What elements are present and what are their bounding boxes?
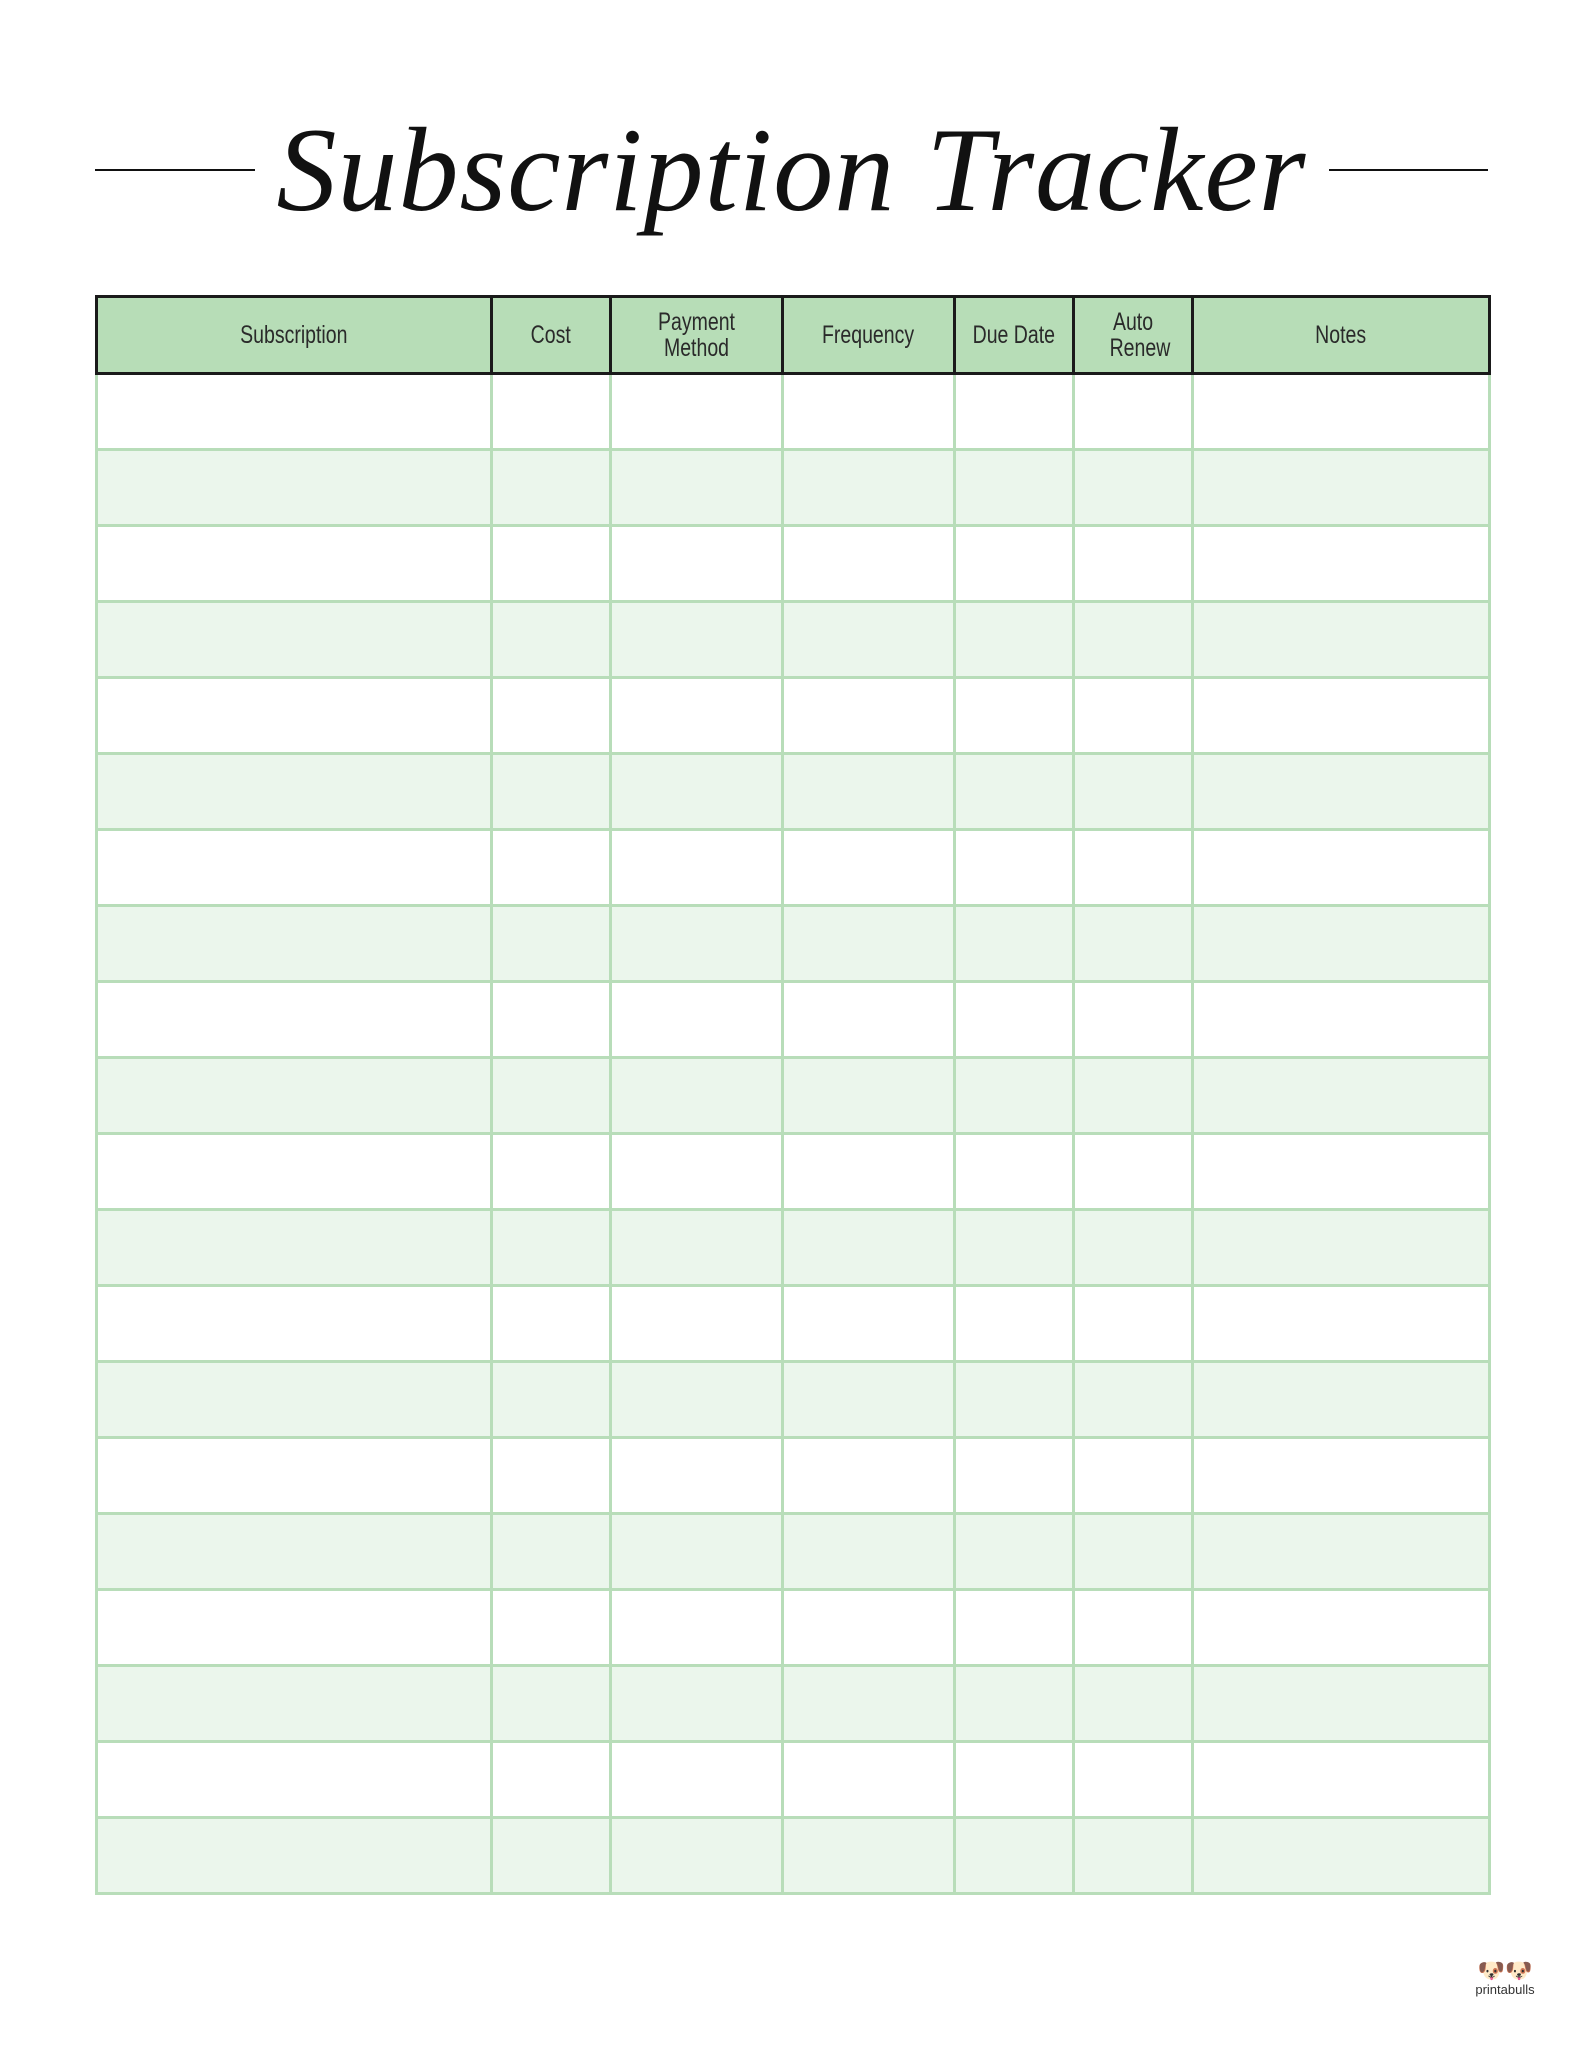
table-cell[interactable]	[611, 754, 783, 830]
table-cell[interactable]	[97, 450, 492, 526]
printabulls-logo	[1465, 1960, 1545, 1997]
col-header-subscription: Subscription	[97, 297, 492, 374]
table-cell[interactable]	[611, 1058, 783, 1134]
col-header-cost: Cost	[492, 297, 611, 374]
table-cell[interactable]	[492, 1438, 611, 1514]
table-cell[interactable]	[1074, 1058, 1193, 1134]
table-cell[interactable]	[955, 1134, 1074, 1210]
table-cell[interactable]	[611, 1438, 783, 1514]
table-cell[interactable]	[1193, 1058, 1490, 1134]
table-row	[97, 1438, 1490, 1514]
table-cell[interactable]	[1074, 1818, 1193, 1894]
table-cell[interactable]	[955, 450, 1074, 526]
table-cell[interactable]	[1074, 1286, 1193, 1362]
table-cell[interactable]	[955, 1742, 1074, 1818]
table-cell[interactable]	[1074, 1666, 1193, 1742]
table-cell[interactable]	[97, 1134, 492, 1210]
table-cell[interactable]	[97, 1438, 492, 1514]
col-header-payment-method: Payment Method	[611, 297, 783, 374]
table-cell[interactable]	[955, 678, 1074, 754]
table-cell[interactable]	[1074, 526, 1193, 602]
table-cell[interactable]	[492, 526, 611, 602]
table-cell[interactable]	[611, 1514, 783, 1590]
table-cell[interactable]	[492, 374, 611, 450]
table-cell[interactable]	[1193, 1514, 1490, 1590]
page-title: Subscription Tracker	[276, 103, 1307, 236]
tracker-table	[95, 295, 1491, 1895]
table-cell[interactable]	[611, 1818, 783, 1894]
table-cell[interactable]	[955, 1666, 1074, 1742]
table-cell[interactable]	[955, 830, 1074, 906]
table-cell[interactable]	[1193, 678, 1490, 754]
table-row	[97, 678, 1490, 754]
table-cell[interactable]	[1193, 982, 1490, 1058]
col-header-frequency: Frequency	[783, 297, 955, 374]
table-cell[interactable]	[783, 450, 955, 526]
table-cell[interactable]	[783, 1590, 955, 1666]
col-header-auto-renew: Auto Renew	[1074, 297, 1193, 374]
table-cell[interactable]	[492, 982, 611, 1058]
table-cell[interactable]	[1193, 374, 1490, 450]
table-row	[97, 1210, 1490, 1286]
table-cell[interactable]	[1193, 1286, 1490, 1362]
table-cell[interactable]	[611, 1742, 783, 1818]
table-cell[interactable]	[955, 526, 1074, 602]
table-row	[97, 1058, 1490, 1134]
table-cell[interactable]	[1074, 602, 1193, 678]
table-row	[97, 374, 1490, 450]
table-cell[interactable]	[783, 1514, 955, 1590]
table-row	[97, 602, 1490, 678]
table-cell[interactable]	[611, 1134, 783, 1210]
table-cell[interactable]	[97, 526, 492, 602]
table-cell[interactable]	[611, 1210, 783, 1286]
table-cell[interactable]	[611, 830, 783, 906]
table-row	[97, 526, 1490, 602]
table-cell[interactable]	[1074, 1514, 1193, 1590]
table-cell[interactable]	[611, 1590, 783, 1666]
table-cell[interactable]	[1074, 374, 1193, 450]
table-row	[97, 1742, 1490, 1818]
table-cell[interactable]	[955, 374, 1074, 450]
table-cell[interactable]	[783, 1742, 955, 1818]
table-row	[97, 830, 1490, 906]
logo-text: printabulls	[1475, 1982, 1535, 1997]
table-cell[interactable]	[783, 982, 955, 1058]
table-cell[interactable]	[97, 678, 492, 754]
table-cell[interactable]	[97, 1210, 492, 1286]
table-cell[interactable]	[97, 602, 492, 678]
table-cell[interactable]	[611, 1666, 783, 1742]
table-cell[interactable]	[611, 1362, 783, 1438]
table-cell[interactable]	[492, 1818, 611, 1894]
table-cell[interactable]	[783, 602, 955, 678]
table-cell[interactable]	[611, 450, 783, 526]
table-cell[interactable]	[97, 1742, 492, 1818]
table-cell[interactable]	[783, 1362, 955, 1438]
table-cell[interactable]	[955, 1818, 1074, 1894]
col-header-notes: Notes	[1193, 297, 1490, 374]
table-cell[interactable]	[611, 526, 783, 602]
title-rule-left	[95, 169, 255, 171]
table-cell[interactable]	[783, 374, 955, 450]
table-row	[97, 906, 1490, 982]
table-cell[interactable]	[97, 1666, 492, 1742]
table-cell[interactable]	[1193, 906, 1490, 982]
table-cell[interactable]	[783, 1058, 955, 1134]
table-cell[interactable]	[492, 1134, 611, 1210]
table-cell[interactable]	[1193, 1742, 1490, 1818]
table-cell[interactable]	[492, 830, 611, 906]
table-cell[interactable]	[492, 906, 611, 982]
table-cell[interactable]	[955, 906, 1074, 982]
table-cell[interactable]	[1074, 1742, 1193, 1818]
table-cell[interactable]	[611, 906, 783, 982]
table-cell[interactable]	[955, 982, 1074, 1058]
table-cell[interactable]	[492, 678, 611, 754]
table-cell[interactable]	[783, 1210, 955, 1286]
table-cell[interactable]	[97, 1362, 492, 1438]
col-header-due-date: Due Date	[955, 297, 1074, 374]
table-cell[interactable]	[492, 450, 611, 526]
table-cell[interactable]	[955, 1210, 1074, 1286]
table-cell[interactable]	[783, 1286, 955, 1362]
table-cell[interactable]	[1193, 1210, 1490, 1286]
table-cell[interactable]	[611, 1286, 783, 1362]
table-cell[interactable]	[1074, 450, 1193, 526]
table-row	[97, 1818, 1490, 1894]
table-row	[97, 1286, 1490, 1362]
table-row	[97, 1134, 1490, 1210]
dog-icon: 🐶🐶	[1477, 1958, 1533, 1983]
table-cell[interactable]	[1074, 1362, 1193, 1438]
table-cell[interactable]	[783, 754, 955, 830]
title-rule-right	[1329, 169, 1489, 171]
table-cell[interactable]	[611, 982, 783, 1058]
table-cell[interactable]	[783, 526, 955, 602]
table-cell[interactable]	[1074, 906, 1193, 982]
table-cell[interactable]	[492, 1362, 611, 1438]
table-cell[interactable]	[97, 1818, 492, 1894]
table-row	[97, 754, 1490, 830]
table-cell[interactable]	[955, 1286, 1074, 1362]
table-row	[97, 982, 1490, 1058]
table-cell[interactable]	[97, 1286, 492, 1362]
table-cell[interactable]	[783, 906, 955, 982]
table-row	[97, 450, 1490, 526]
table-row	[97, 1666, 1490, 1742]
table-cell[interactable]	[783, 830, 955, 906]
table-cell[interactable]	[1193, 1438, 1490, 1514]
table-cell[interactable]	[1193, 450, 1490, 526]
table-cell[interactable]	[1074, 754, 1193, 830]
table-cell[interactable]	[97, 1590, 492, 1666]
table-cell[interactable]	[1074, 1590, 1193, 1666]
table-cell[interactable]	[955, 1058, 1074, 1134]
table-cell[interactable]	[97, 906, 492, 982]
table-cell[interactable]	[1074, 1210, 1193, 1286]
title-area	[95, 90, 1488, 250]
table-cell[interactable]	[783, 1666, 955, 1742]
table-cell[interactable]	[783, 1134, 955, 1210]
table-cell[interactable]	[492, 602, 611, 678]
table-cell[interactable]	[955, 1590, 1074, 1666]
table-cell[interactable]	[492, 754, 611, 830]
table-cell[interactable]	[492, 1666, 611, 1742]
table-cell[interactable]	[1193, 1134, 1490, 1210]
table-cell[interactable]	[1193, 1666, 1490, 1742]
table-cell[interactable]	[492, 1286, 611, 1362]
table-cell[interactable]	[97, 1514, 492, 1590]
table-cell[interactable]	[1193, 830, 1490, 906]
table-cell[interactable]	[1074, 1134, 1193, 1210]
table-cell[interactable]	[492, 1742, 611, 1818]
table-cell[interactable]	[783, 678, 955, 754]
table-cell[interactable]	[97, 374, 492, 450]
table-cell[interactable]	[955, 1438, 1074, 1514]
table-cell[interactable]	[783, 1818, 955, 1894]
table-cell[interactable]	[97, 830, 492, 906]
table-cell[interactable]	[611, 602, 783, 678]
table-cell[interactable]	[492, 1210, 611, 1286]
table-cell[interactable]	[492, 1514, 611, 1590]
table-cell[interactable]	[1074, 678, 1193, 754]
table-cell[interactable]	[1193, 1362, 1490, 1438]
table-cell[interactable]	[611, 374, 783, 450]
table-cell[interactable]	[1193, 754, 1490, 830]
table-cell[interactable]	[955, 602, 1074, 678]
table-row	[97, 1514, 1490, 1590]
table-cell[interactable]	[97, 982, 492, 1058]
table-cell[interactable]	[955, 1362, 1074, 1438]
table-cell[interactable]	[97, 754, 492, 830]
table-row	[97, 1362, 1490, 1438]
table-cell[interactable]	[1193, 526, 1490, 602]
table-cell[interactable]	[955, 754, 1074, 830]
table-cell[interactable]	[783, 1438, 955, 1514]
table-cell[interactable]	[611, 678, 783, 754]
table-cell[interactable]	[1193, 1818, 1490, 1894]
table-cell[interactable]	[1193, 1590, 1490, 1666]
table-cell[interactable]	[1074, 830, 1193, 906]
table-cell[interactable]	[955, 1514, 1074, 1590]
table-cell[interactable]	[97, 1058, 492, 1134]
table-cell[interactable]	[1193, 602, 1490, 678]
table-cell[interactable]	[1074, 1438, 1193, 1514]
table-cell[interactable]	[1074, 982, 1193, 1058]
header-row	[97, 297, 1490, 374]
table-cell[interactable]	[492, 1590, 611, 1666]
table-row	[97, 1590, 1490, 1666]
table-cell[interactable]	[492, 1058, 611, 1134]
